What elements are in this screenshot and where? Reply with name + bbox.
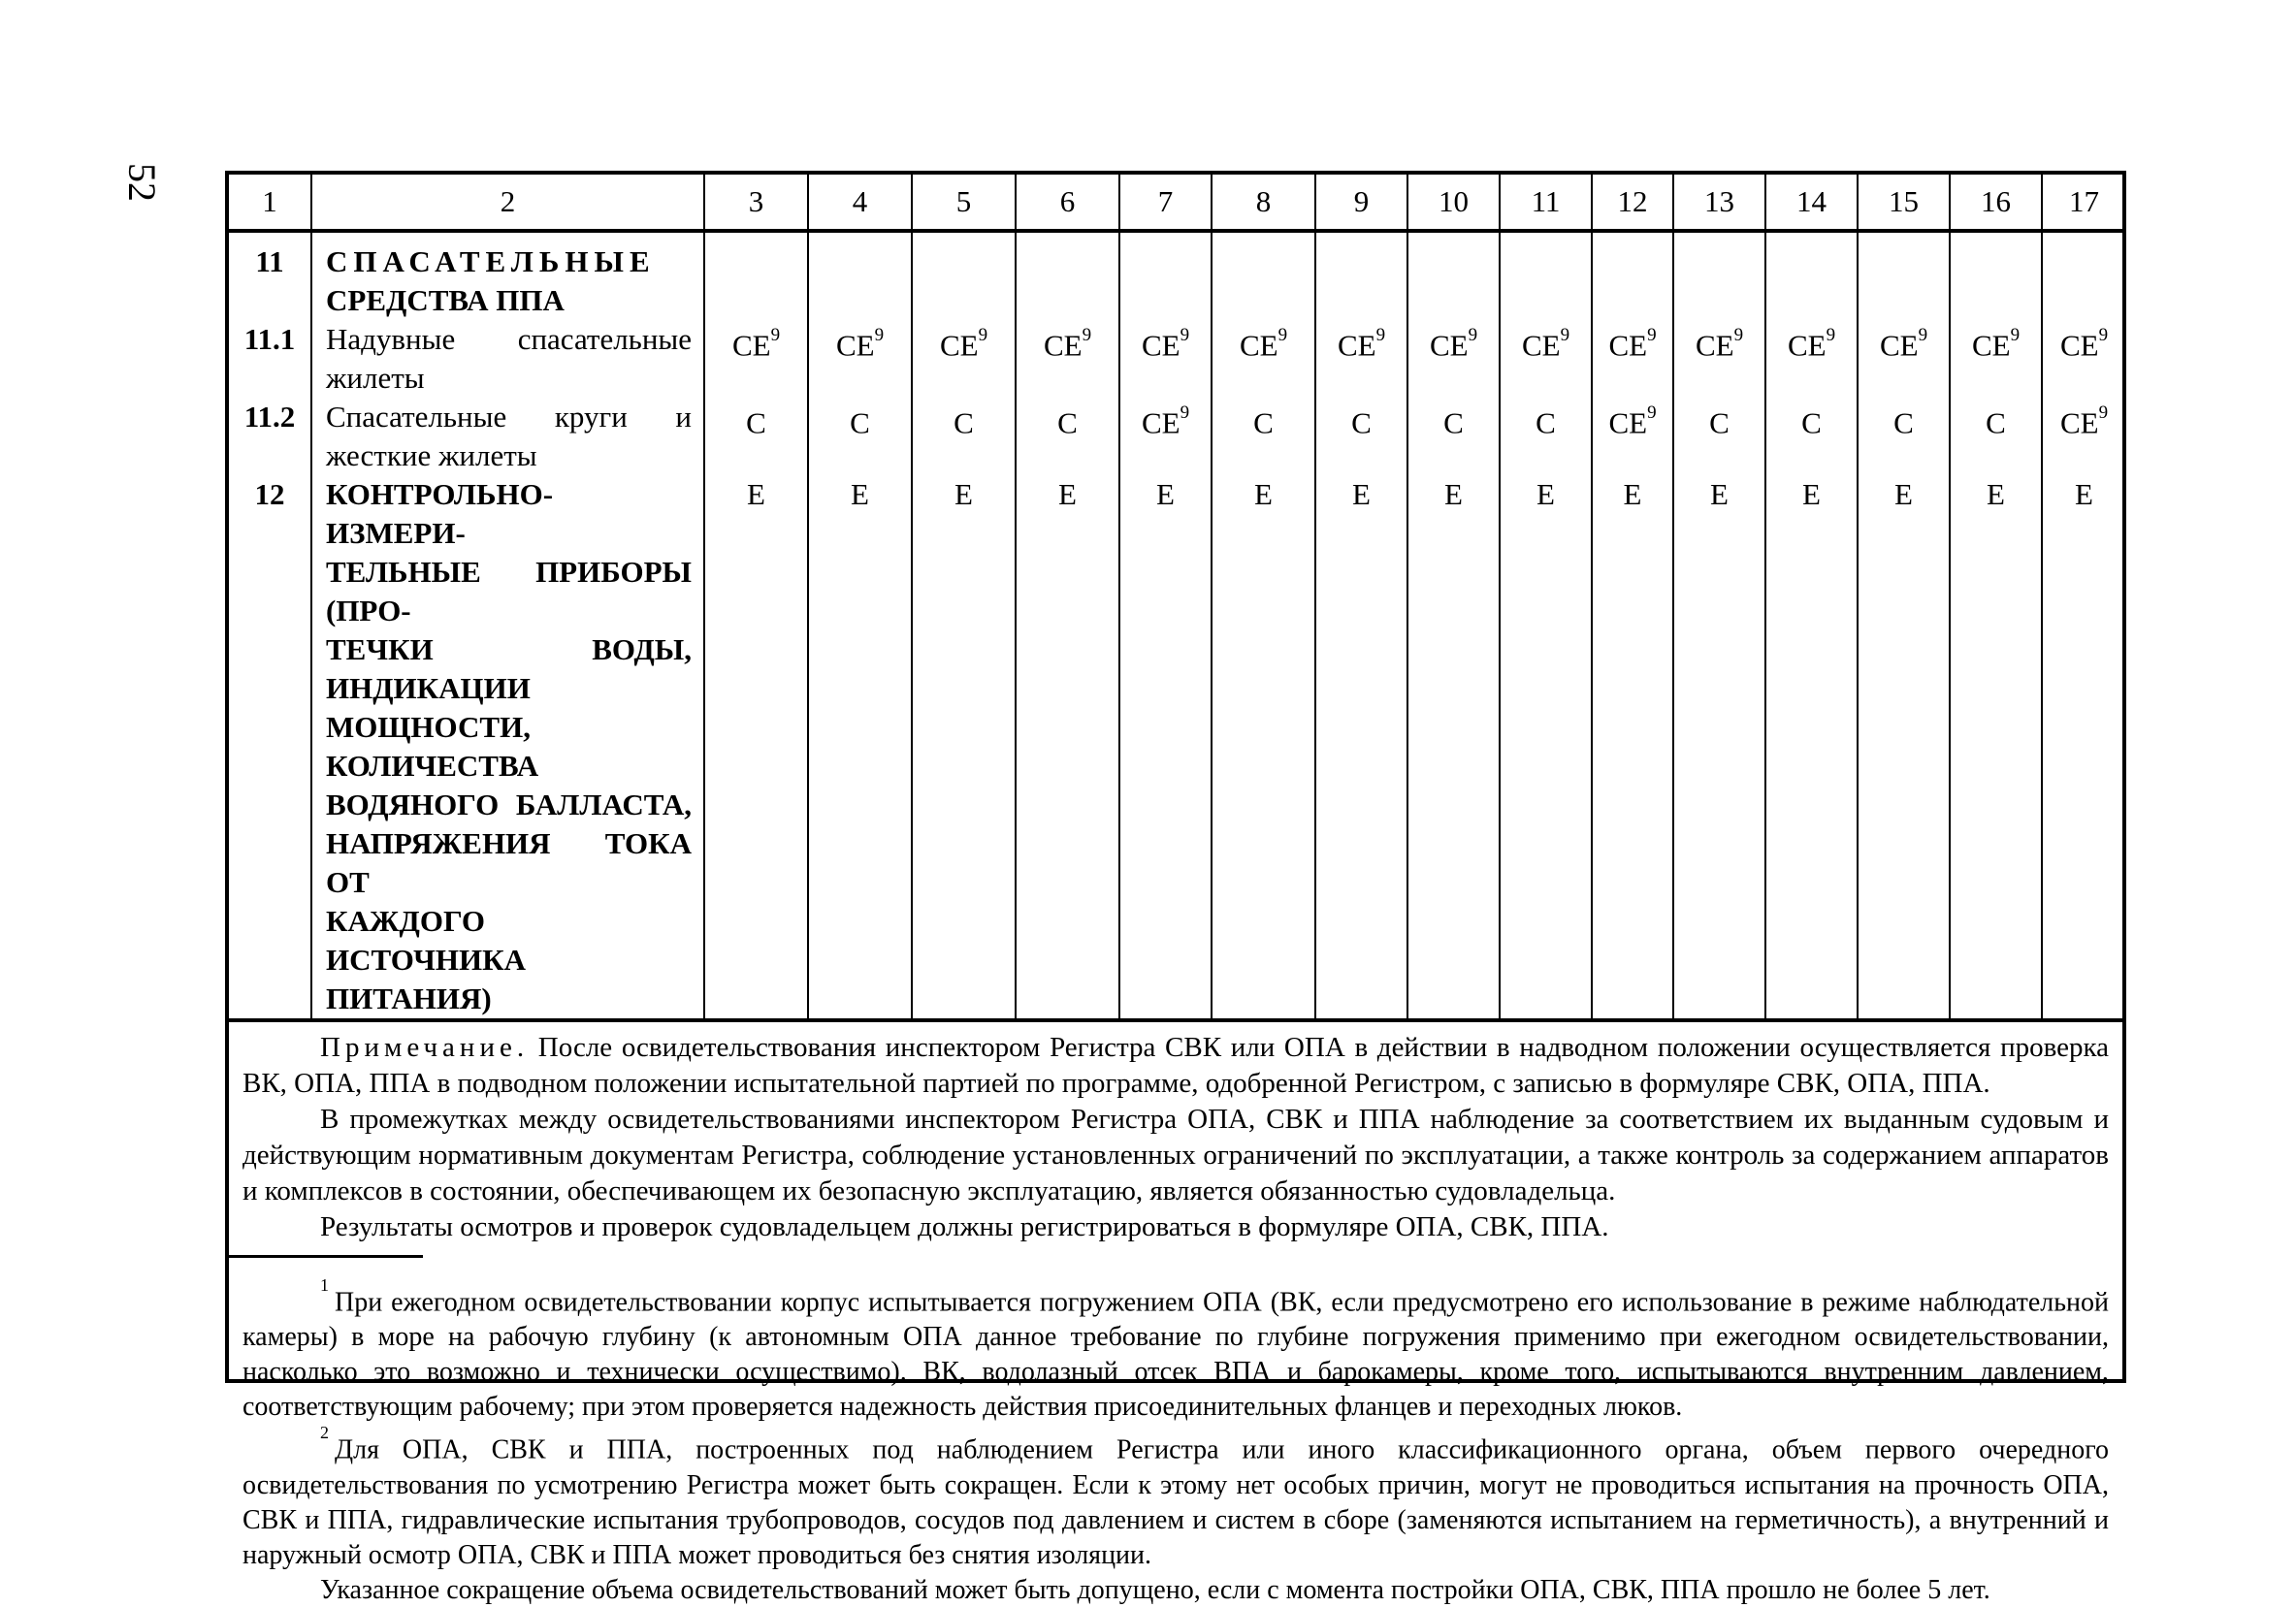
item-number-column [229, 231, 311, 1018]
column-header: 3 [704, 175, 808, 231]
survey-mark: E [1710, 477, 1729, 511]
footnote-1 [243, 1277, 2109, 1425]
survey-mark: CE [835, 328, 875, 363]
column-header: 17 [2042, 175, 2125, 231]
survey-mark: E [1623, 477, 1642, 511]
footnote-ref: 9 [978, 325, 988, 345]
survey-mark: C [1443, 405, 1464, 440]
column-header: 7 [1119, 175, 1212, 231]
survey-mark: C [1536, 405, 1556, 440]
item-11-1-description-cont: жилеты [326, 361, 425, 395]
section-11-title-cont: СРЕДСТВА ППА [326, 283, 565, 317]
survey-mark: E [1894, 477, 1913, 511]
column-header: 5 [912, 175, 1016, 231]
survey-mark: C [746, 405, 766, 440]
survey-mark: CE [1043, 328, 1083, 363]
survey-mark: C [1893, 405, 1914, 440]
item-11-2-description: Спасательные круги и [326, 400, 692, 434]
footnote-ref: 9 [1560, 325, 1570, 345]
note-paragraph: Результаты осмотров и проверок судовладельцем должны регистрироваться в формуляре ОПА, СВК, ППА. [320, 1211, 1609, 1242]
survey-mark: C [954, 405, 974, 440]
survey-mark: C [850, 405, 870, 440]
item-number: 11.2 [243, 400, 296, 434]
column-header: 9 [1315, 175, 1407, 231]
column-header: 16 [1950, 175, 2042, 231]
footnote-ref: 9 [1647, 325, 1657, 345]
survey-column [1016, 231, 1119, 1018]
survey-mark: CE [1429, 328, 1469, 363]
survey-mark: E [747, 477, 765, 511]
footnote-ref: 9 [1733, 325, 1744, 345]
survey-mark: CE [1608, 328, 1648, 363]
survey-mark: E [1058, 477, 1077, 511]
column-header: 15 [1858, 175, 1950, 231]
survey-column [1119, 231, 1212, 1018]
column-header: 6 [1016, 175, 1119, 231]
item-description-column [311, 231, 704, 1018]
survey-column [1592, 231, 1673, 1018]
column-header: 14 [1765, 175, 1858, 231]
section-12-title: МОЩНОСТИ, КОЛИЧЕСТВА [326, 710, 539, 783]
section-12-title: ВОДЯНОГО БАЛЛАСТА, [326, 788, 692, 821]
survey-mark: CE [939, 328, 979, 363]
survey-mark: E [1254, 477, 1273, 511]
item-11-1-description: Надувные спасательные [326, 322, 692, 356]
page-number: 52 [120, 163, 164, 202]
section-12-title: КАЖДОГО ИСТОЧНИКА [326, 904, 526, 977]
survey-mark: CE [1141, 328, 1180, 363]
item-11-2-description-cont: жесткие жилеты [326, 438, 537, 472]
column-header: 8 [1212, 175, 1315, 231]
item-number [229, 436, 310, 475]
survey-mark: C [1057, 405, 1078, 440]
table-body-row [229, 231, 2125, 1018]
note-label: Примечание. [320, 1032, 530, 1063]
survey-column [808, 231, 912, 1018]
column-header: 13 [1673, 175, 1765, 231]
footnote-2 [243, 1425, 2109, 1572]
survey-table [229, 175, 2125, 1018]
survey-column [1315, 231, 1407, 1018]
footnote-ref: 9 [1180, 325, 1190, 345]
footnote-ref: 9 [2010, 325, 2021, 345]
footnote-ref: 9 [2098, 402, 2109, 423]
survey-mark: CE [2059, 405, 2099, 440]
footnote-ref: 9 [1180, 402, 1190, 423]
survey-mark: C [1709, 405, 1730, 440]
survey-mark: E [1156, 477, 1175, 511]
survey-mark: CE [1879, 328, 1919, 363]
survey-mark: CE [731, 328, 771, 363]
survey-mark: E [1352, 477, 1371, 511]
note-paragraph: В промежутках между освидетельствованиями инспектором Регистра ОПА, СВК и ППА наблюдение за соответствием их выданным судовым и действующим нормативным документам Регистра, соблюдение установленных ограничений по эксплуатации, а также контроль за содержанием аппаратов и комплексов в состоянии, обеспечивающем их безопасную эксплуатацию, является обязанностью судовладельца. [243, 1104, 2109, 1206]
item-number [229, 281, 310, 320]
survey-mark: CE [1787, 328, 1827, 363]
note-paragraph [243, 1030, 2109, 1102]
footnote-text: При ежегодном освидетельствовании корпус испытывается погружением ОПА (ВК, если предусмотрено его использование в режиме наблюдательной камеры) в море на рабочую глубину (к автономным ОПА данное требование по глубине погружения применимо при ежегодном освидетельствовании, насколько это возможно и технически осуществимо). ВК, водолазный отсек ВПА и барокамеры, кроме того, испытываются внутренним давлением, соответствующим рабочему; при этом проверяется надежность действия присоединительных фланцев и переходных люков. [243, 1287, 2109, 1423]
footnote-2-continuation: Указанное сокращение объема освидетельствований может быть допущено, если с момента постройки ОПА, СВК, ППА прошло не более 5 лет. [320, 1574, 1990, 1605]
survey-table-frame [225, 171, 2126, 1605]
section-12-title: ТЕЧКИ ВОДЫ, ИНДИКАЦИИ [326, 632, 692, 705]
survey-mark: CE [1521, 328, 1561, 363]
survey-mark: CE [1141, 405, 1180, 440]
section-11-title: СПАСАТЕЛЬНЫЕ [326, 244, 656, 278]
footnote-ref: 9 [1082, 325, 1092, 345]
survey-mark: E [851, 477, 869, 511]
survey-mark: E [1802, 477, 1821, 511]
column-header: 12 [1592, 175, 1673, 231]
item-number: 11 [255, 244, 284, 278]
section-12-title: НАПРЯЖЕНИЯ ТОКА ОТ [326, 826, 692, 899]
survey-column [1673, 231, 1765, 1018]
survey-mark: C [1986, 405, 2006, 440]
column-header: 4 [808, 175, 912, 231]
section-12-title: КОНТРОЛЬНО-ИЗМЕРИ- [326, 477, 554, 550]
survey-column [1500, 231, 1592, 1018]
footnote-text: Для ОПА, СВК и ППА, построенных под наблюдением Регистра или иного классификационного органа, объем первого очередного освидетельствования по усмотрению Регистра может быть сокращен. Если к этому нет особых причин, могут не проводиться испытания на прочность ОПА, СВК и ППА, гидравлические испытания трубопроводов, сосудов под давлением и систем в сборе (заменяются испытанием на герметичность), а внутренний и наружный осмотр ОПА, СВК и ППА может проводиться без снятия изоляции. [243, 1434, 2109, 1570]
footnote-ref: 9 [770, 325, 781, 345]
footnote-ref: 9 [1277, 325, 1288, 345]
column-header: 10 [1407, 175, 1500, 231]
column-header: 11 [1500, 175, 1592, 231]
survey-mark: CE [1971, 328, 2011, 363]
footnote-ref: 9 [1826, 325, 1836, 345]
survey-column [1950, 231, 2042, 1018]
survey-mark: CE [1608, 405, 1648, 440]
survey-mark: C [1351, 405, 1372, 440]
survey-column [1407, 231, 1500, 1018]
survey-column [1212, 231, 1315, 1018]
survey-mark: E [1444, 477, 1463, 511]
section-12-title: ТЕЛЬНЫЕ ПРИБОРЫ (ПРО- [326, 555, 692, 627]
survey-mark: CE [2059, 328, 2099, 363]
footnote-divider [229, 1255, 423, 1258]
footnote-ref: 9 [874, 325, 885, 345]
survey-mark: CE [1337, 328, 1376, 363]
footnote-ref: 9 [1375, 325, 1386, 345]
survey-column [1765, 231, 1858, 1018]
footnote-ref: 9 [2098, 325, 2109, 345]
footnote-ref: 9 [1647, 402, 1657, 423]
survey-mark: CE [1695, 328, 1734, 363]
notes-section [229, 1018, 2122, 1608]
survey-mark: E [954, 477, 973, 511]
footnote-mark: 2 [320, 1423, 329, 1443]
survey-column [1858, 231, 1950, 1018]
section-12-title: ПИТАНИЯ) [326, 981, 492, 1015]
column-header: 1 [229, 175, 311, 231]
survey-mark: E [1536, 477, 1555, 511]
survey-column [912, 231, 1016, 1018]
survey-mark: E [1987, 477, 2005, 511]
item-number: 11.1 [243, 322, 296, 356]
survey-mark: E [2075, 477, 2093, 511]
column-number-header-row [229, 175, 2125, 231]
footnote-ref: 9 [1468, 325, 1478, 345]
survey-mark: C [1253, 405, 1274, 440]
item-number [229, 359, 310, 398]
note-text: После освидетельствования инспектором Регистра СВК или ОПА в действии в надводном положении осуществляется проверка ВК, ОПА, ППА в подводном положении испытательной партией по программе, одобренной Регистром, с записью в формуляре СВК, ОПА, ППА. [243, 1032, 2110, 1099]
survey-column [2042, 231, 2125, 1018]
footnote-ref: 9 [1918, 325, 1928, 345]
column-header: 2 [311, 175, 704, 231]
survey-mark: CE [1239, 328, 1278, 363]
item-number: 12 [254, 477, 285, 511]
survey-column [704, 231, 808, 1018]
footnote-mark: 1 [320, 1275, 329, 1295]
survey-mark: C [1801, 405, 1822, 440]
